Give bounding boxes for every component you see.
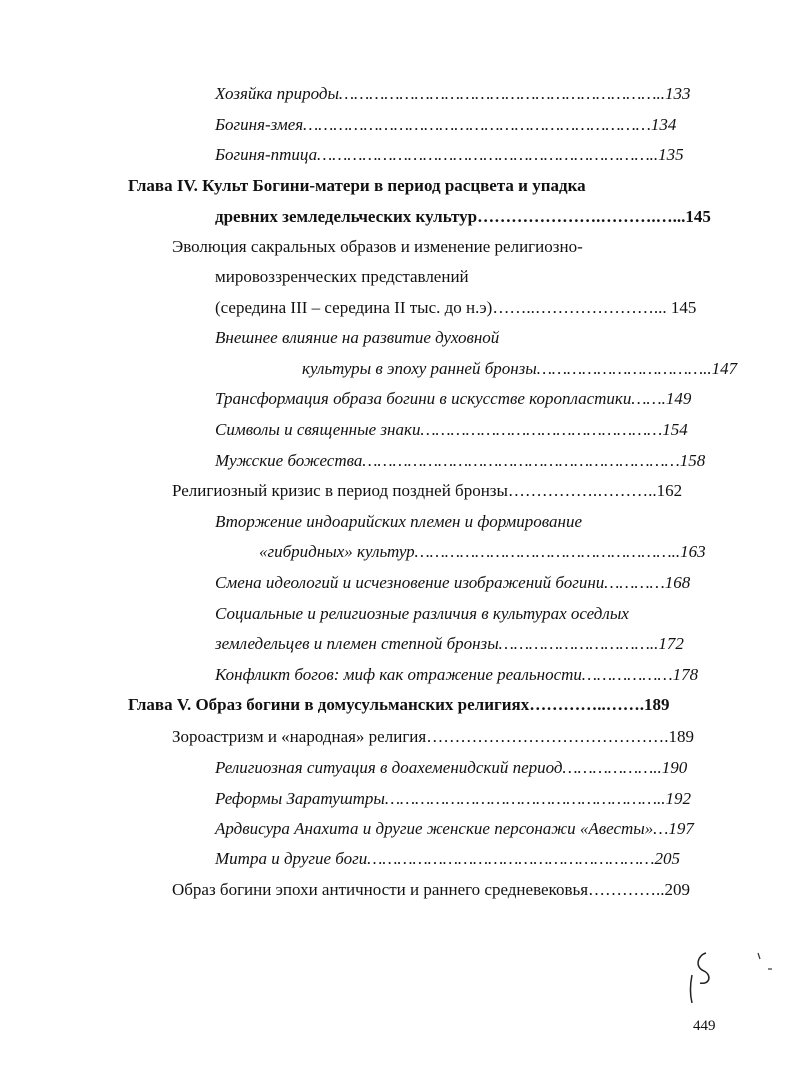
toc-section: мировоззренческих представлений [215, 267, 469, 286]
toc-entry: земледельцев и племен степной бронзы…………………………..172 [215, 634, 684, 653]
toc-section: Эволюция сакральных образов и изменение религиозно- [172, 237, 583, 256]
toc-section: Зороастризм и «народная» религия…………………………………….189 [172, 727, 694, 746]
toc-entry: Религиозная ситуация в доахеменидский период………………..190 [215, 758, 688, 777]
toc-section: Религиозный кризис в период поздней бронзы…………….………..162 [172, 481, 683, 500]
toc-entry: Реформы Заратуштры………………………………………………..192 [215, 789, 692, 808]
chapter-heading: Глава IV. Культ Богини-матери в период расцвета и упадка [128, 176, 586, 195]
toc-entry: Внешнее влияние на развитие духовной [215, 328, 500, 347]
toc-entry: культуры в эпоху ранней бронзы……………………………..147 [302, 359, 738, 378]
toc-entry: Конфликт богов: миф как отражение реальности………………178 [215, 665, 699, 684]
chapter-heading: Глава V. Образ богини в домусульманских религиях…………..…….189 [128, 695, 670, 714]
toc-entry: «гибридных» культур……………………………………………..163 [259, 542, 706, 561]
page-number: 449 [693, 1018, 716, 1034]
chapter-heading: древних земледельческих культур………………….……….…...145 [215, 207, 711, 226]
toc-entry: Хозяйка природы………………………………………………………..133 [215, 84, 691, 103]
handwritten-mark [676, 945, 786, 1005]
toc-entry: Символы и священные знаки…………………………………………154 [215, 420, 688, 439]
toc-entry: Митра и другие боги…………………………………………………205 [215, 849, 680, 868]
toc-entry: Смена идеологий и исчезновение изображений богини…………168 [215, 573, 691, 592]
toc-entry: Мужские божества………………………………………………………158 [215, 451, 706, 470]
toc-entry: Богиня-змея……………………………………………………………134 [215, 115, 677, 134]
toc-entry: Ардвисура Анахита и другие женские персонажи «Авесты»…197 [215, 819, 694, 838]
toc-entry: Богиня-птица…………………………………………………………..135 [215, 145, 684, 164]
toc-entry: Социальные и религиозные различия в культурах оседлых [215, 604, 629, 623]
toc-entry: Трансформация образа богини в искусстве коропластики…….149 [215, 389, 692, 408]
toc-section: Образ богини эпохи античности и раннего средневековья…………..209 [172, 880, 691, 899]
toc-entry: Вторжение индоарийских племен и формирование [215, 512, 583, 531]
toc-section: (середина III – середина II тыс. до н.э)……..…………………... 145 [215, 298, 697, 317]
